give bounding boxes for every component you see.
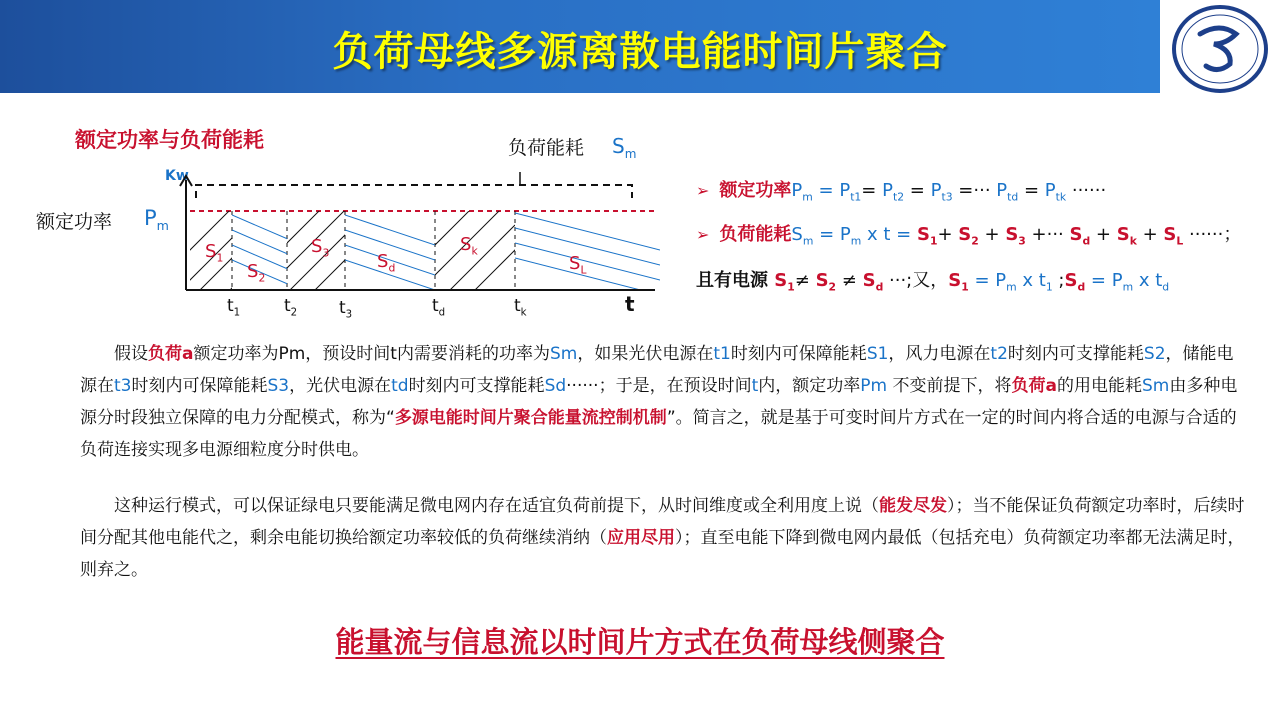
para1-segment: t2 — [990, 344, 1008, 364]
para1-segment: ，储能电源在 — [80, 344, 1234, 396]
area-label-sl: $S_L$ — [569, 253, 587, 277]
para1-segment: S1 — [866, 344, 889, 364]
para1-segment: ，如果光伏电源在 — [577, 344, 714, 364]
arrow-bullet-icon: ➢ — [696, 181, 710, 200]
area-label-s1: $S_1$ — [205, 241, 224, 265]
area-label-s2: $S_2$ — [247, 261, 266, 285]
energy-symbol: $S_m$ — [612, 134, 637, 161]
rated-power-symbol: $P_m$ — [144, 206, 169, 234]
para2-segment: 应用尽用 — [607, 528, 675, 548]
para1-segment: 时刻内可保障能耗 — [131, 376, 268, 396]
para2-segment: ）；直至电能下降到微电网内最低（包括充电）负荷额定功率都无法满足时，则弃之。 — [80, 528, 1245, 580]
para1-segment: 的用电能耗 — [1056, 376, 1142, 396]
para2-segment: ）；当不能保证负荷额定功率时，后续时间分配其他电能代之，剩余电能切换给额定功率较低的负荷继续消纳（ — [80, 496, 1245, 548]
para1-segment: ”。简言之，就是基于可变时间片方式在一定的时间内将合适的电源与合适的负荷连接实现多电源细粒度分时供电。 — [80, 408, 1237, 460]
para2-segment: 能发尽发 — [879, 496, 947, 516]
equation-rated-power: ➢ 额定功率$P_m = P_{t1}= P_{t2} = P_{t3}$ =··· $P_{td} = P_{tk}$ ······ — [696, 180, 1107, 204]
para1-segment: 时刻内可支撑能耗 — [1007, 344, 1144, 364]
para1-segment: Sd — [544, 376, 567, 396]
para1-segment: 假设 — [114, 344, 148, 364]
para1-segment: Sm — [1141, 376, 1170, 396]
para1-segment: S3 — [267, 376, 290, 396]
rated-power-label: 额定功率 — [36, 211, 113, 233]
bottom-conclusion: 能量流与信息流以时间片方式在负荷母线侧聚合 — [335, 625, 945, 659]
para1-segment: S2 — [1143, 344, 1166, 364]
para1-segment: ，光伏电源在 — [289, 376, 392, 396]
arrow-bullet-icon: ➢ — [696, 225, 710, 244]
area-label-sk: $S_k$ — [460, 234, 478, 258]
para1-segment: 时刻内可保障能耗 — [730, 344, 867, 364]
tick-t3: $t_3$ — [339, 298, 353, 321]
tick-td: $t_d$ — [432, 296, 446, 319]
para1-segment: td — [391, 376, 409, 396]
tick-t1: $t_1$ — [227, 296, 241, 319]
paragraph-definition — [80, 338, 1250, 466]
para1-segment: t1 — [713, 344, 731, 364]
area-label-s3: $S_3$ — [311, 236, 330, 260]
para2-segment: 这种运行模式，可以保证绿电只要能满足微电网内存在适宜负荷前提下，从时间维度或全利用度上说（ — [114, 496, 879, 516]
tick-t2: $t_2$ — [284, 296, 298, 319]
para1-segment: 时刻内可支撑能耗 — [408, 376, 545, 396]
paragraph-operation — [80, 490, 1250, 586]
page-title: 负荷母线多源离散电能时间片聚合 — [332, 29, 948, 75]
x-axis-label: t — [625, 292, 635, 316]
para1-segment: Sm — [549, 344, 578, 364]
energy-label: 负荷能耗 — [508, 137, 585, 159]
section-subtitle: 额定功率与负荷能耗 — [75, 128, 264, 152]
para1-segment: 额定功率为Pm，预设时间t内需要消耗的功率为 — [193, 344, 550, 364]
para1-segment: 由多种电源分时段独立保障的电力分配模式，称为“ — [80, 376, 1238, 428]
para1-segment: t — [751, 376, 759, 396]
power-time-diagram — [0, 0, 700, 330]
logo — [1170, 4, 1270, 94]
para1-segment: ，风力电源在 — [888, 344, 991, 364]
para1-segment: 负荷a — [148, 344, 194, 364]
tick-tk: $t_k$ — [514, 296, 527, 319]
para1-segment: 内，额定功率 — [758, 376, 861, 396]
para1-segment: ······；于是，在预设时间 — [566, 376, 752, 396]
equation-sources: 且有电源 $S_1\ne S_2 \ne S_d$ ···;又，$S_1 = P_m$ x $t_1$ $;S_d = P_m$ x $t_d$ — [696, 270, 1170, 294]
para1-segment: t3 — [114, 376, 132, 396]
y-axis-unit: Kw — [165, 168, 189, 184]
para1-segment: 不变前提下，将 — [887, 376, 1012, 396]
para1-segment: 负荷a — [1011, 376, 1057, 396]
para1-segment: 多源电能时间片聚合能量流控制机制 — [394, 408, 667, 428]
equation-energy: ➢ 负荷能耗$S_m = P_m$ x $t = S_1+ S_2 + S_3$ +··· $S_d + S_k + S_L$ ······； — [696, 224, 1242, 248]
area-label-sd: $S_d$ — [377, 251, 396, 275]
para1-segment: Pm — [860, 376, 888, 396]
